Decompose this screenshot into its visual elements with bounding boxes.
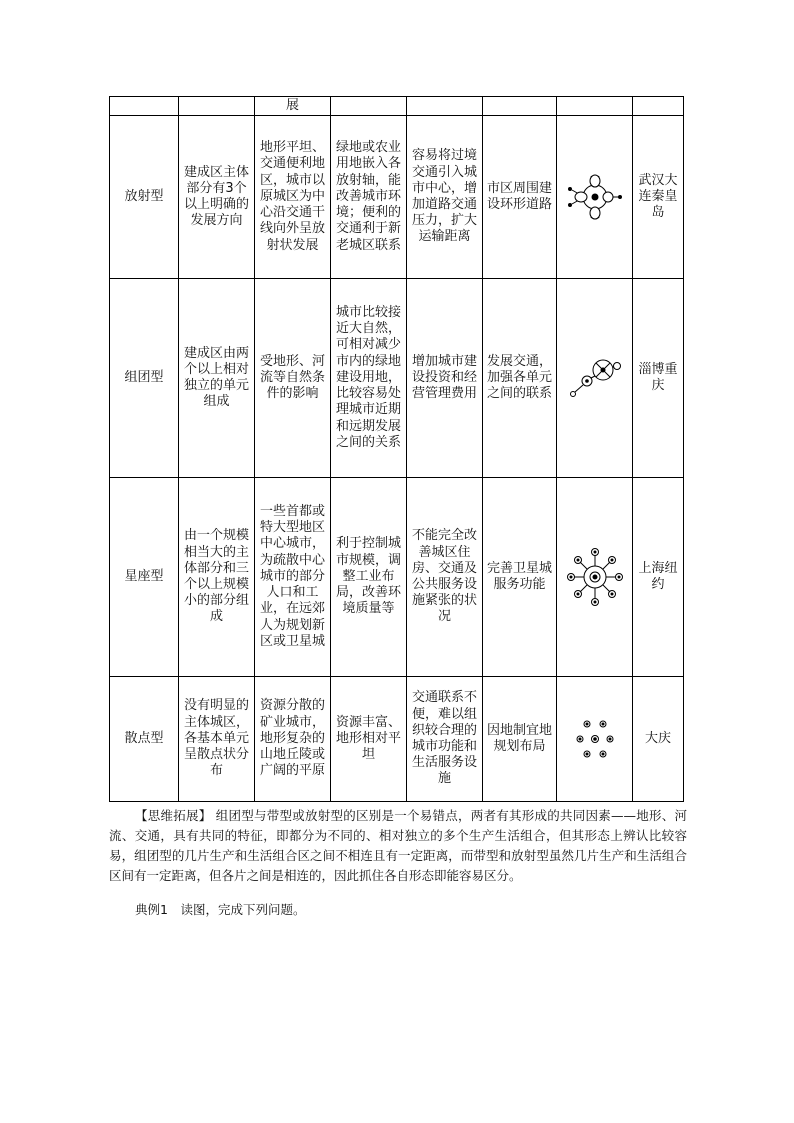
feature-cell: 由一个规模相当大的主体部分和三个以上规模小的部分组成 (179, 478, 255, 677)
measure-cell: 因地制宜地规划布局 (483, 677, 557, 802)
form-name: 放射型 (110, 116, 179, 279)
disadvantage-cell: 不能完全改善城区住房、交通及公共服务设施紧张的状况 (407, 478, 483, 677)
disadvantage-cell: 交通联系不便，难以组织较合理的城市功能和生活服务设施 (407, 677, 483, 802)
measure-cell: 完善卫星城服务功能 (483, 478, 557, 677)
cell-empty (331, 97, 407, 116)
feature-cell: 没有明显的主体城区，各基本单元呈散点状分布 (179, 677, 255, 802)
condition-cell: 资源分散的矿业城市，地形复杂的山地丘陵或广阔的平原 (255, 677, 331, 802)
condition-cell: 地形平坦、交通便利地区，城市以原城区为中心沿交通干线向外呈放射状发展 (255, 116, 331, 279)
disadvantage-cell: 容易将过境交通引入城市中心，增加道路交通压力，扩大运输距离 (407, 116, 483, 279)
table-row (110, 478, 684, 677)
constellation-diagram-icon (567, 547, 623, 607)
measure-cell: 发展交通，加强各单元之间的联系 (483, 279, 557, 478)
advantage-cell: 资源丰富、地形相对平坦 (331, 677, 407, 802)
feature-cell: 建成区由两个以上相对独立的单元组成 (179, 279, 255, 478)
examples-cell: 上海纽约 (633, 478, 684, 677)
cell-empty (110, 97, 179, 116)
cell-empty (557, 97, 633, 116)
form-name: 星座型 (110, 478, 179, 677)
example-text: 读图，完成下列问题。 (180, 902, 306, 917)
diagram-cell (557, 279, 633, 478)
example-paragraph (109, 900, 687, 920)
advantage-cell: 城市比较接近大自然，可相对减少市内的绿地建设用地，比较容易处理城市近期和远期发展之间的关系 (331, 279, 407, 478)
table-row (110, 677, 684, 802)
condition-cell: 受地形、河流等自然条件的影响 (255, 279, 331, 478)
form-name: 组团型 (110, 279, 179, 478)
disadvantage-cell: 增加城市建设投资和经营管理费用 (407, 279, 483, 478)
cluster-diagram-icon (567, 355, 623, 401)
advantage-cell: 利于控制城市规模，调整工业布局，改善环境质量等 (331, 478, 407, 677)
radial-diagram-icon (564, 172, 626, 222)
examples-cell: 武汉大连秦皇岛 (633, 116, 684, 279)
condition-cell: 一些首都或特大型地区中心城市，为疏散中心城市的部分人口和工业，在远郊人为规划新区或卫星城 (255, 478, 331, 677)
diagram-cell (557, 116, 633, 279)
cell-continued-text: 展 (255, 97, 331, 116)
diagram-cell (557, 677, 633, 802)
examples-cell: 淄博重庆 (633, 279, 684, 478)
example-label: 典例1 (135, 902, 168, 917)
diagram-cell (557, 478, 633, 677)
cell-empty (179, 97, 255, 116)
advantage-cell: 绿地或农业用地嵌入各放射轴，能改善城市环境；便利的交通利于新老城区联系 (331, 116, 407, 279)
city-form-table (109, 96, 684, 802)
cell-empty (483, 97, 557, 116)
expansion-paragraph (109, 806, 687, 886)
feature-cell: 建成区主体部分有3个以上明确的发展方向 (179, 116, 255, 279)
examples-cell: 大庆 (633, 677, 684, 802)
cell-empty (407, 97, 483, 116)
table-row-continued (110, 97, 684, 116)
expansion-text: 组团型与带型或放射型的区别是一个易错点，两者有其形成的共同因素——地形、河流、交通，具有共同的特征，即都分为不同的、相对独立的多个生产生活组合，但其形态上辨认比较容易，组团型的几片生产和生活组合区之间不相连且有一定距离，而带型和放射型虽然几片生产和生活组合区间有一定距离，但各片之间是相连的，因此抓住各自形态即能容易区分。 (109, 808, 687, 883)
expansion-label: 【思维拓展】 (135, 808, 212, 823)
table-row (110, 116, 684, 279)
table-row (110, 279, 684, 478)
form-name: 散点型 (110, 677, 179, 802)
measure-cell: 市区周围建设环形道路 (483, 116, 557, 279)
cell-empty (633, 97, 684, 116)
scattered-diagram-icon (573, 717, 617, 761)
